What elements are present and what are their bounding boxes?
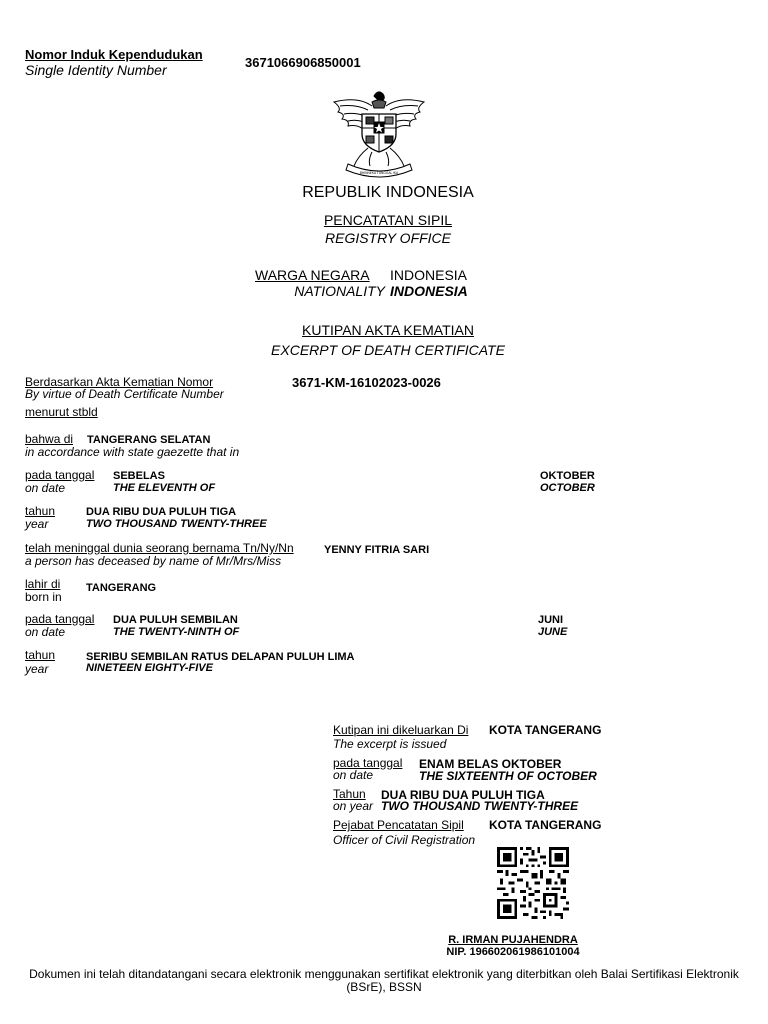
- deceased-label: telah meninggal dunia seorang bernama Tn/Ny/Nn: [25, 541, 294, 555]
- issued-date-value-en: THE SIXTEENTH OF OCTOBER: [419, 769, 597, 783]
- qr-code-icon[interactable]: [494, 847, 572, 919]
- birth-year-value-en: NINETEEN EIGHTY-FIVE: [86, 662, 213, 674]
- officer-label-en: Officer of Civil Registration: [333, 833, 476, 847]
- nationality-label: WARGA NEGARA: [255, 267, 370, 283]
- issued-place-label-en: The excerpt is issued: [333, 737, 447, 751]
- birth-year-value: SERIBU SEMBILAN RATUS DELAPAN PULUH LIMA: [86, 651, 355, 663]
- deceased-label-en: a person has deceased by name of Mr/Mrs/Miss: [25, 554, 282, 568]
- death-year-value: DUA RIBU DUA PULUH TIGA: [86, 506, 237, 518]
- electronic-signature-note: Dokumen ini telah ditandatangani secara elektronik menggunakan sertifikat elektronik yang diterbitkan oleh Balai Sertifikasi Elektronik (BSrE), BSSN: [29, 967, 739, 994]
- issued-date-label-en: on date: [333, 768, 374, 782]
- birth-month-value-en: JUNE: [538, 626, 568, 638]
- cert-number-value: 3671-KM-16102023-0026: [292, 375, 441, 390]
- signer-name: R. IRMAN PUJAHENDRA: [448, 934, 578, 946]
- birth-date-label: pada tanggal: [25, 612, 95, 626]
- birth-month-value: JUNI: [538, 614, 564, 626]
- issued-place-value: KOTA TANGERANG: [489, 723, 602, 737]
- birth-place-label: lahir di: [25, 577, 61, 591]
- birth-place-label-en: born in: [25, 590, 62, 604]
- death-year-label-en: year: [25, 517, 49, 531]
- death-year-label: tahun: [25, 504, 56, 518]
- death-year-value-en: TWO THOUSAND TWENTY-THREE: [86, 518, 267, 530]
- office-title: PENCATATAN SIPIL: [323, 212, 453, 228]
- death-place-value: TANGERANG SELATAN: [87, 434, 211, 446]
- death-date-label: pada tanggal: [25, 468, 95, 482]
- document-title: KUTIPAN AKTA KEMATIAN: [302, 322, 474, 338]
- death-month-value-en: OCTOBER: [540, 482, 595, 494]
- garuda-pancasila-emblem-icon: [328, 86, 430, 180]
- emblem-motto: BHINNEKA TUNGGAL IKA: [359, 171, 399, 175]
- nik-value: 3671066906850001: [245, 55, 361, 70]
- deceased-name-value: YENNY FITRIA SARI: [324, 544, 430, 556]
- issued-year-value: DUA RIBU DUA PULUH TIGA: [381, 788, 545, 802]
- death-place-label-en: in accordance with state gaezette that in: [25, 445, 240, 459]
- officer-label: Pejabat Pencatatan Sipil: [333, 818, 464, 832]
- birth-place-value: TANGERANG: [86, 582, 157, 594]
- nik-label: Nomor Induk Kependudukan: [25, 47, 203, 62]
- office-title-en: REGISTRY OFFICE: [324, 230, 452, 246]
- issued-place-label: Kutipan ini dikeluarkan Di: [333, 723, 469, 737]
- officer-place-value: KOTA TANGERANG: [489, 818, 602, 832]
- issued-date-value: ENAM BELAS OKTOBER: [419, 757, 562, 771]
- nationality-value-en: INDONESIA: [390, 283, 468, 299]
- birth-day-value-en: THE TWENTY-NINTH OF: [113, 626, 240, 638]
- issued-year-value-en: TWO THOUSAND TWENTY-THREE: [381, 799, 579, 813]
- nik-label-en: Single Identity Number: [25, 62, 167, 78]
- issued-year-label-en: on year: [333, 799, 374, 813]
- birth-year-label-en: year: [25, 662, 49, 676]
- nationality-label-en: NATIONALITY: [294, 283, 385, 299]
- death-day-value-en: THE ELEVENTH OF: [113, 482, 216, 494]
- death-month-value: OKTOBER: [540, 470, 595, 482]
- issued-date-label: pada tanggal: [333, 756, 403, 770]
- issued-year-label: Tahun: [333, 787, 366, 801]
- cert-number-label-en: By virtue of Death Certificate Number: [25, 387, 224, 401]
- stbld-label: menurut stbld: [25, 405, 98, 419]
- death-date-label-en: on date: [25, 481, 66, 495]
- death-place-label: bahwa di: [25, 432, 74, 446]
- document-title-en: EXCERPT OF DEATH CERTIFICATE: [271, 342, 505, 358]
- signer-nip: NIP. 196602061986101004: [446, 946, 580, 958]
- cert-number-label: Berdasarkan Akta Kematian Nomor: [25, 375, 214, 389]
- birth-date-label-en: on date: [25, 625, 66, 639]
- death-day-value: SEBELAS: [113, 470, 165, 482]
- birth-year-label: tahun: [25, 648, 56, 662]
- birth-day-value: DUA PULUH SEMBILAN: [113, 614, 238, 626]
- nationality-value: INDONESIA: [390, 267, 468, 283]
- republic-title: REPUBLIK INDONESIA: [302, 184, 474, 201]
